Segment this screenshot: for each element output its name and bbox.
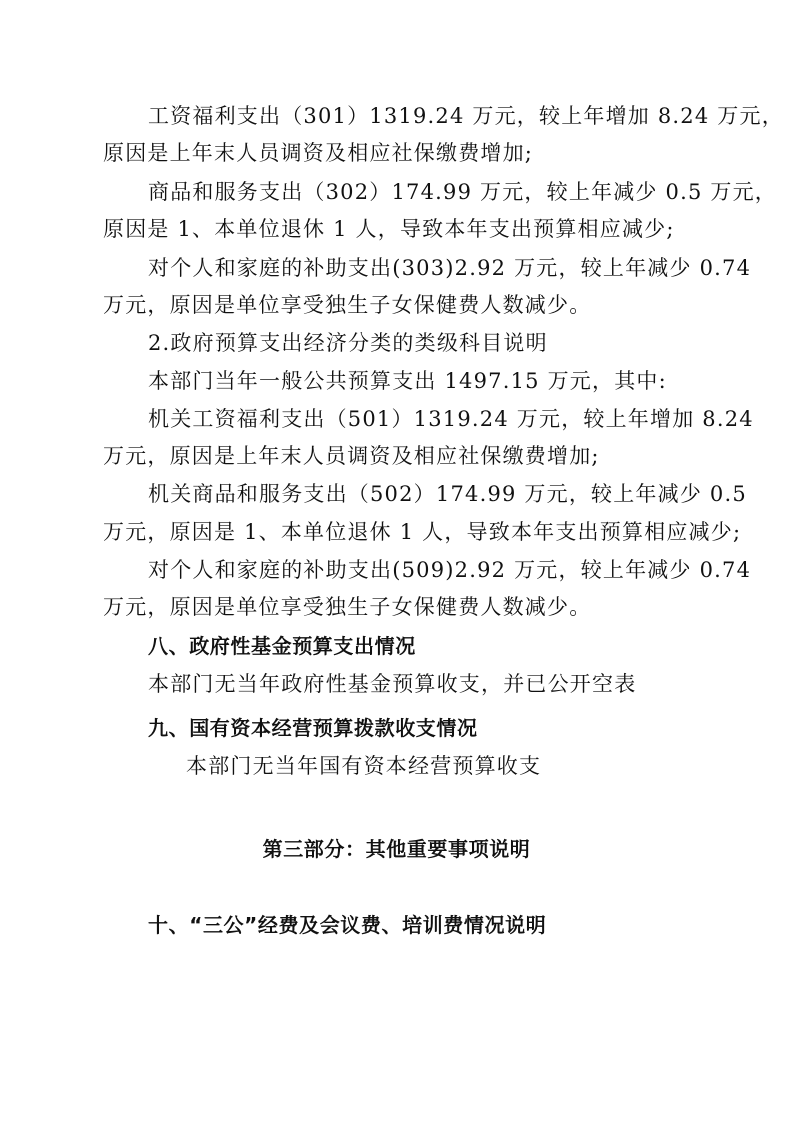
part-title: 第三部分：其他重要事项说明 <box>262 837 531 861</box>
para-line: 万元，原因是单位享受独生子女保健费人数减少。 <box>103 595 592 619</box>
section-heading-8: 八、政府性基金预算支出情况 <box>148 634 416 658</box>
subheading-line: 2.政府预算支出经济分类的类级科目说明 <box>148 331 548 355</box>
para-line: 本部门当年一般公共预算支出 1497.15 万元，其中: <box>148 369 667 393</box>
para-line: 原因是上年末人员调资及相应社保缴费增加; <box>103 141 534 165</box>
para-line: 原因是 1、本单位退休 1 人，导致本年支出预算相应减少; <box>103 217 675 241</box>
para-line: 机关商品和服务支出（502）174.99 万元，较上年减少 0.5 <box>148 482 747 506</box>
para-line: 万元，原因是单位享受独生子女保健费人数减少。 <box>103 293 592 317</box>
para-line: 商品和服务支出（302）174.99 万元，较上年减少 0.5 万元， <box>148 180 777 204</box>
section-heading-9: 九、国有资本经营预算拨款收支情况 <box>148 716 478 740</box>
para-line: 机关工资福利支出（501）1319.24 万元，较上年增加 8.24 <box>148 407 754 431</box>
para-line: 万元，原因是上年末人员调资及相应社保缴费增加; <box>103 444 600 468</box>
section-heading-10: 十、“三公”经费及会议费、培训费情况说明 <box>148 913 547 937</box>
section-text-9: 本部门无当年国有资本经营预算收支 <box>186 754 542 778</box>
para-line: 对个人和家庭的补助支出(509)2.92 万元，较上年减少 0.74 <box>148 558 752 582</box>
para-line: 工资福利支出（301）1319.24 万元，较上年增加 8.24 万元， <box>148 104 784 128</box>
para-line: 对个人和家庭的补助支出(303)2.92 万元，较上年减少 0.74 <box>148 256 752 280</box>
para-line: 万元，原因是 1、本单位退休 1 人，导致本年支出预算相应减少; <box>103 520 742 544</box>
section-text-8: 本部门无当年政府性基金预算收支，并已公开空表 <box>148 672 637 696</box>
